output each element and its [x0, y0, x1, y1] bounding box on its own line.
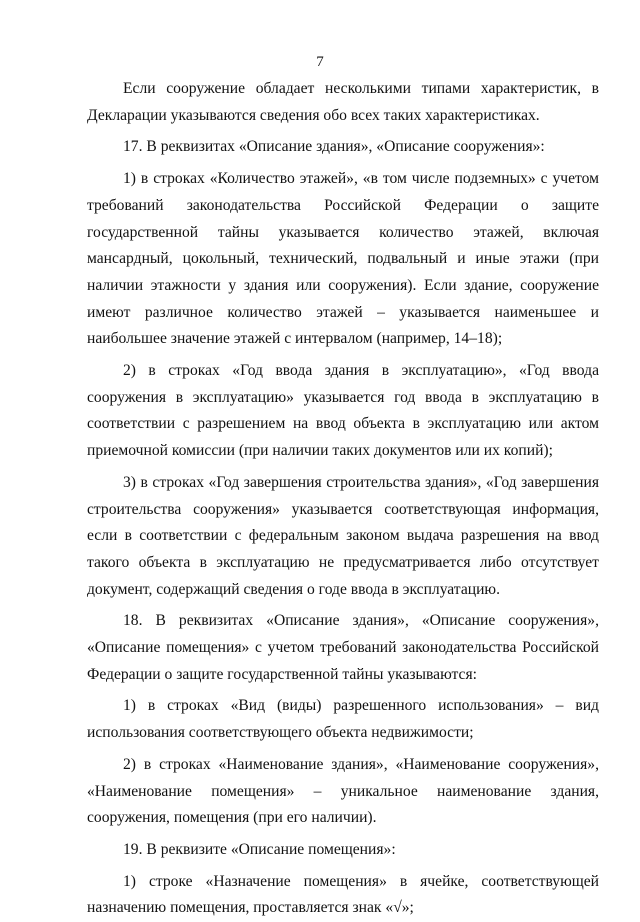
paragraph: Если сооружение обладает несколькими типами характеристик, в Декларации указываются сведения обо всех таких характеристиках. — [87, 80, 599, 124]
paragraph: 1) в строках «Количество этажей», «в том числе подземных» с учетом требований законодательства Российской Федерации о защите государственной тайны указывается количество этажей, включая мансардный, цокольный, технический, подвальный и иные этажи (при наличии этажности у здания или сооружения). Если здание, сооружение имеют различное количество этажей – указывается наименьшее и наибольшее значение этажей с интервалом (например, 14–18); — [87, 170, 599, 348]
document-body — [87, 76, 599, 922]
paragraph: 1) в строках «Вид (виды) разрешенного использования» – вид использования соответствующего объекта недвижимости; — [87, 697, 599, 742]
paragraph: 17. В реквизитах «Описание здания», «Описание сооружения»: — [123, 138, 545, 156]
paragraph: 18. В реквизитах «Описание здания», «Описание сооружения», «Описание помещения» с учетом требований законодательства Российской Федерации о защите государственной тайны указываются: — [87, 612, 599, 683]
paragraph: 2) в строках «Наименование здания», «Наименование сооружения», «Наименование помещения» – уникальное наименование здания, сооружения, помещения (при его наличии). — [87, 755, 599, 827]
page-number: 7 — [316, 54, 324, 70]
paragraph: 1) строке «Назначение помещения» в ячейке, соответствующей назначению помещения, проставляется знак «√»; — [87, 872, 599, 917]
paragraph: 2) в строках «Год ввода здания в эксплуатацию», «Год ввода сооружения в эксплуатацию» указывается год ввода в эксплуатацию в соответствии с разрешением на ввод объекта в эксплуатацию или актом приемочной комиссии (при наличии таких документов или их копий); — [87, 362, 599, 460]
paragraph: 19. В реквизите «Описание помещения»: — [123, 840, 396, 858]
paragraph: 3) в строках «Год завершения строительства здания», «Год завершения строительства сооружения» указывается соответствующая информация, если в соответствии с федеральным законом выдача разрешения на ввод такого объекта в эксплуатацию не предусматривается либо отсутствует документ, содержащий сведения о годе ввода в эксплуатацию. — [87, 473, 599, 598]
